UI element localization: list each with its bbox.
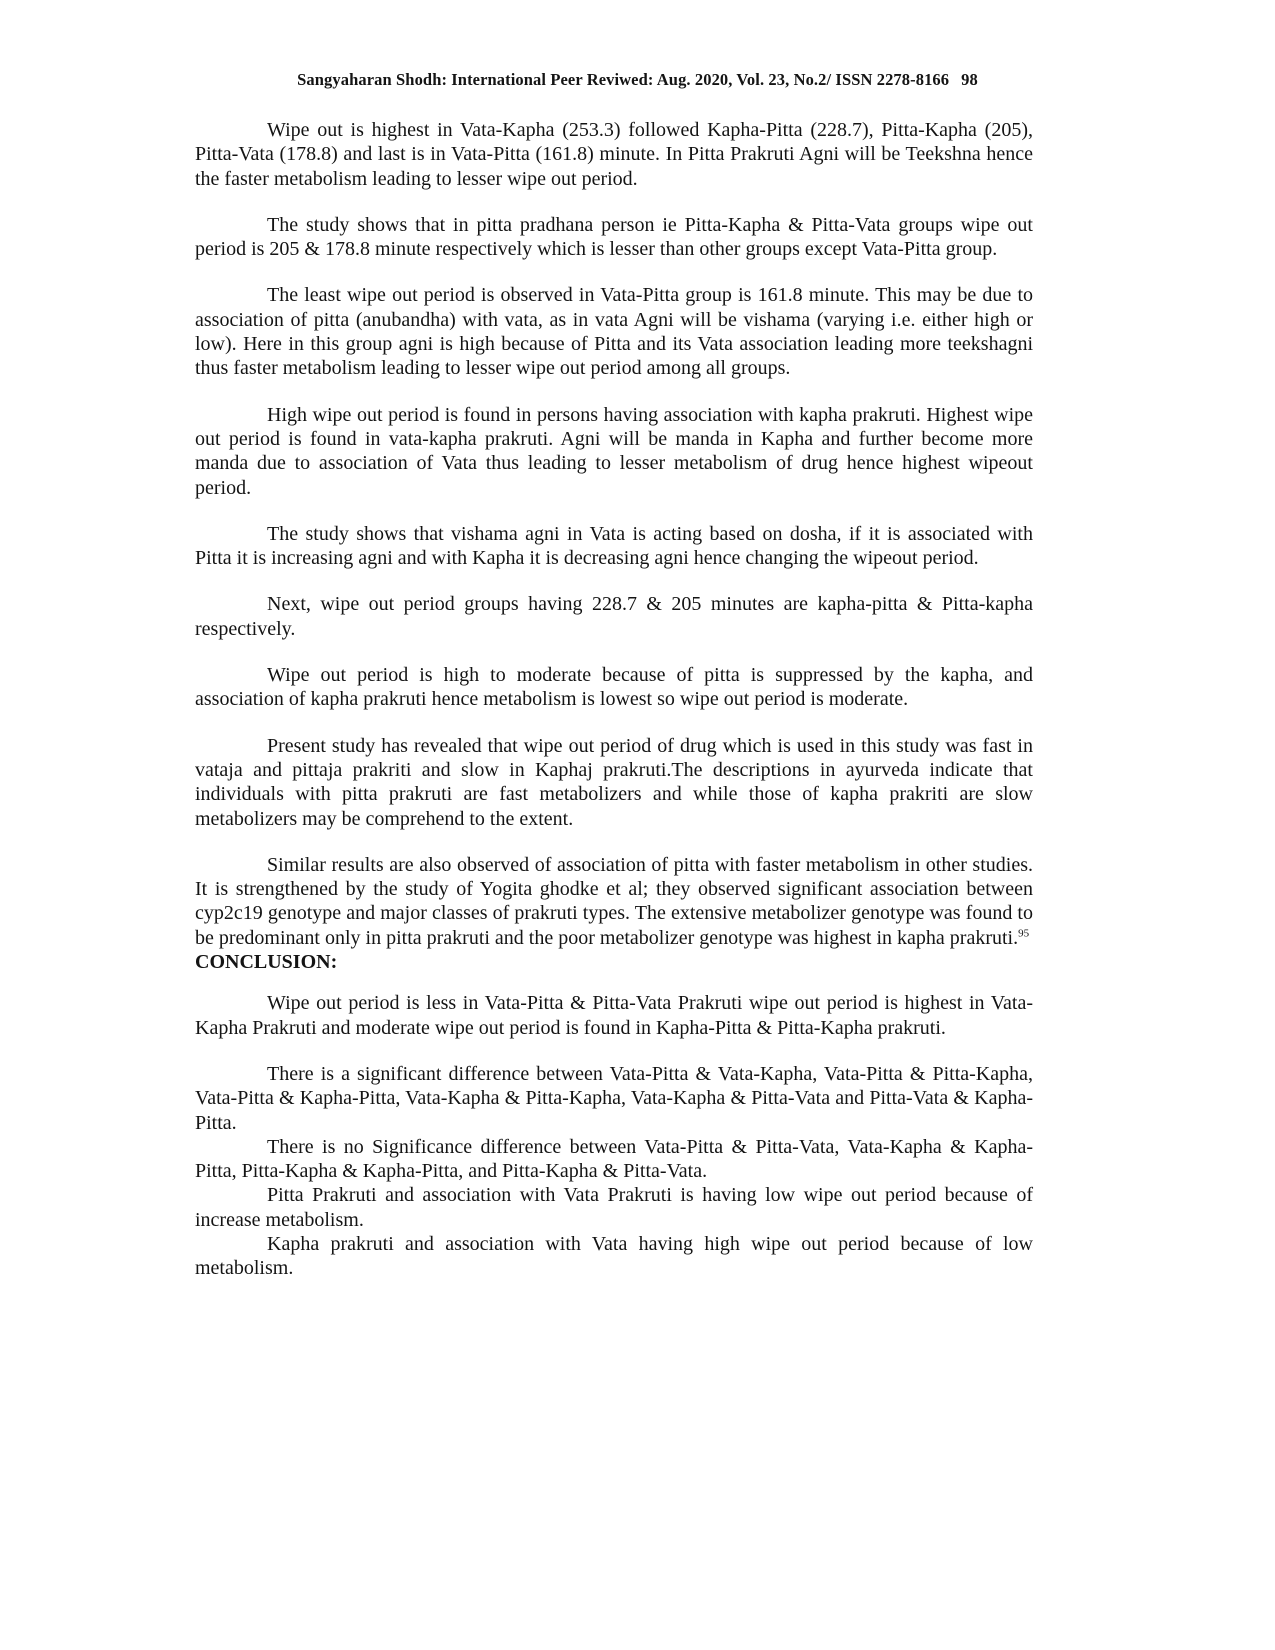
journal-citation: Sangyaharan Shodh: International Peer Reviwed: Aug. 2020, Vol. 23, No.2/ ISSN 2278-8166 xyxy=(297,70,950,89)
conclusion-paragraph: Wipe out period is less in Vata-Pitta & Pitta-Vata Prakruti wipe out period is highest in Vata-Kapha Prakruti and moderate wipe out period is found in Kapha-Pitta & Pitta-Kapha prakruti. xyxy=(195,992,1033,1039)
paragraph-moderate-wipe-out: Wipe out period is high to moderate because of pitta is suppressed by the kapha, and association of kapha prakruti hence metabolism is lowest so wipe out period is moderate. xyxy=(195,664,1033,711)
page-number: 98 xyxy=(961,70,978,89)
paragraph-pitta-pradhana: The study shows that in pitta pradhana person ie Pitta-Kapha & Pitta-Vata groups wipe out period is 205 & 178.8 minute respectively which is lesser than other groups except Vata-Pitta group. xyxy=(195,213,1033,261)
paragraph-least-wipe-out: The least wipe out period is observed in Vata-Pitta group is 161.8 minute. This may be due to association of pitta (anubandha) with vata, as in vata Agni will be vishama (varying i.e. either high or low). Here in this group agni is high because of Pitta and its Vata association leading more teekshagni thus faster metabolism leading to lesser wipe out period among all groups. xyxy=(195,284,1033,380)
conclusion-heading: CONCLUSION: xyxy=(195,951,338,974)
paragraph-vishama-agni: The study shows that vishama agni in Vata is acting based on dosha, if it is associated with Pitta it is increasing agni and with Kapha it is decreasing agni hence changing the wipeout period. xyxy=(195,522,1033,570)
paragraph-next-groups: Next, wipe out period groups having 228.7 & 205 minutes are kapha-pitta & Pitta-kapha respectively. xyxy=(195,593,1033,640)
paragraph-present-study: Present study has revealed that wipe out period of drug which is used in this study was fast in vataja and pittaja prakriti and slow in Kaphaj prakruti.The descriptions in ayurveda indicate that individuals with pitta prakruti are fast metabolizers and while those of kapha prakriti are slow metabolizers may be comprehend to the extent. xyxy=(195,734,1033,830)
paragraph-high-wipe-out: High wipe out period is found in persons having association with kapha prakruti. Highest wipe out period is found in vata-kapha prakruti. Agni will be manda in Kapha and further become more manda due to association of Vata thus leading to lesser metabolism of drug hence highest wipeout period. xyxy=(195,403,1033,499)
running-header xyxy=(0,70,1275,90)
paragraph-similar-results xyxy=(195,853,1033,950)
conclusion-paragraph: There is no Significance difference between Vata-Pitta & Pitta-Vata, Vata-Kapha & Kapha-Pitta, Pitta-Kapha & Kapha-Pitta, and Pitta-Kapha & Pitta-Vata. xyxy=(195,1135,1033,1183)
paragraph-wipe-out-ranking: Wipe out is highest in Vata-Kapha (253.3) followed Kapha-Pitta (228.7), Pitta-Kapha (205), Pitta-Vata (178.8) and last is in Vata-Pitta (161.8) minute. In Pitta Prakruti Agni will be Teekshna hence the faster metabolism leading to lesser wipe out period. xyxy=(195,119,1033,190)
conclusion-paragraph: Pitta Prakruti and association with Vata Prakruti is having low wipe out period because of increase metabolism. xyxy=(195,1184,1033,1231)
article-body xyxy=(195,118,1033,1281)
paragraph-similar-results-text: Similar results are also observed of association of pitta with faster metabolism in other studies. It is strengthened by the study of Yogita ghodke et al; they observed significant association between cyp2c19 genotype and major classes of prakruti types. The extensive metabolizer genotype was found to be predominant only in pitta prakruti and the poor metabolizer genotype was highest in kapha prakruti. xyxy=(195,853,1033,949)
conclusion-paragraph: There is a significant difference between Vata-Pitta & Vata-Kapha, Vata-Pitta & Pitta-Kapha, Vata-Pitta & Kapha-Pitta, Vata-Kapha & Pitta-Kapha, Vata-Kapha & Pitta-Vata and Pitta-Vata & Kapha-Pitta. xyxy=(195,1062,1033,1134)
citation-superscript: 95 xyxy=(1018,927,1030,940)
conclusion-paragraph: Kapha prakruti and association with Vata having high wipe out period because of low metabolism. xyxy=(195,1232,1033,1280)
